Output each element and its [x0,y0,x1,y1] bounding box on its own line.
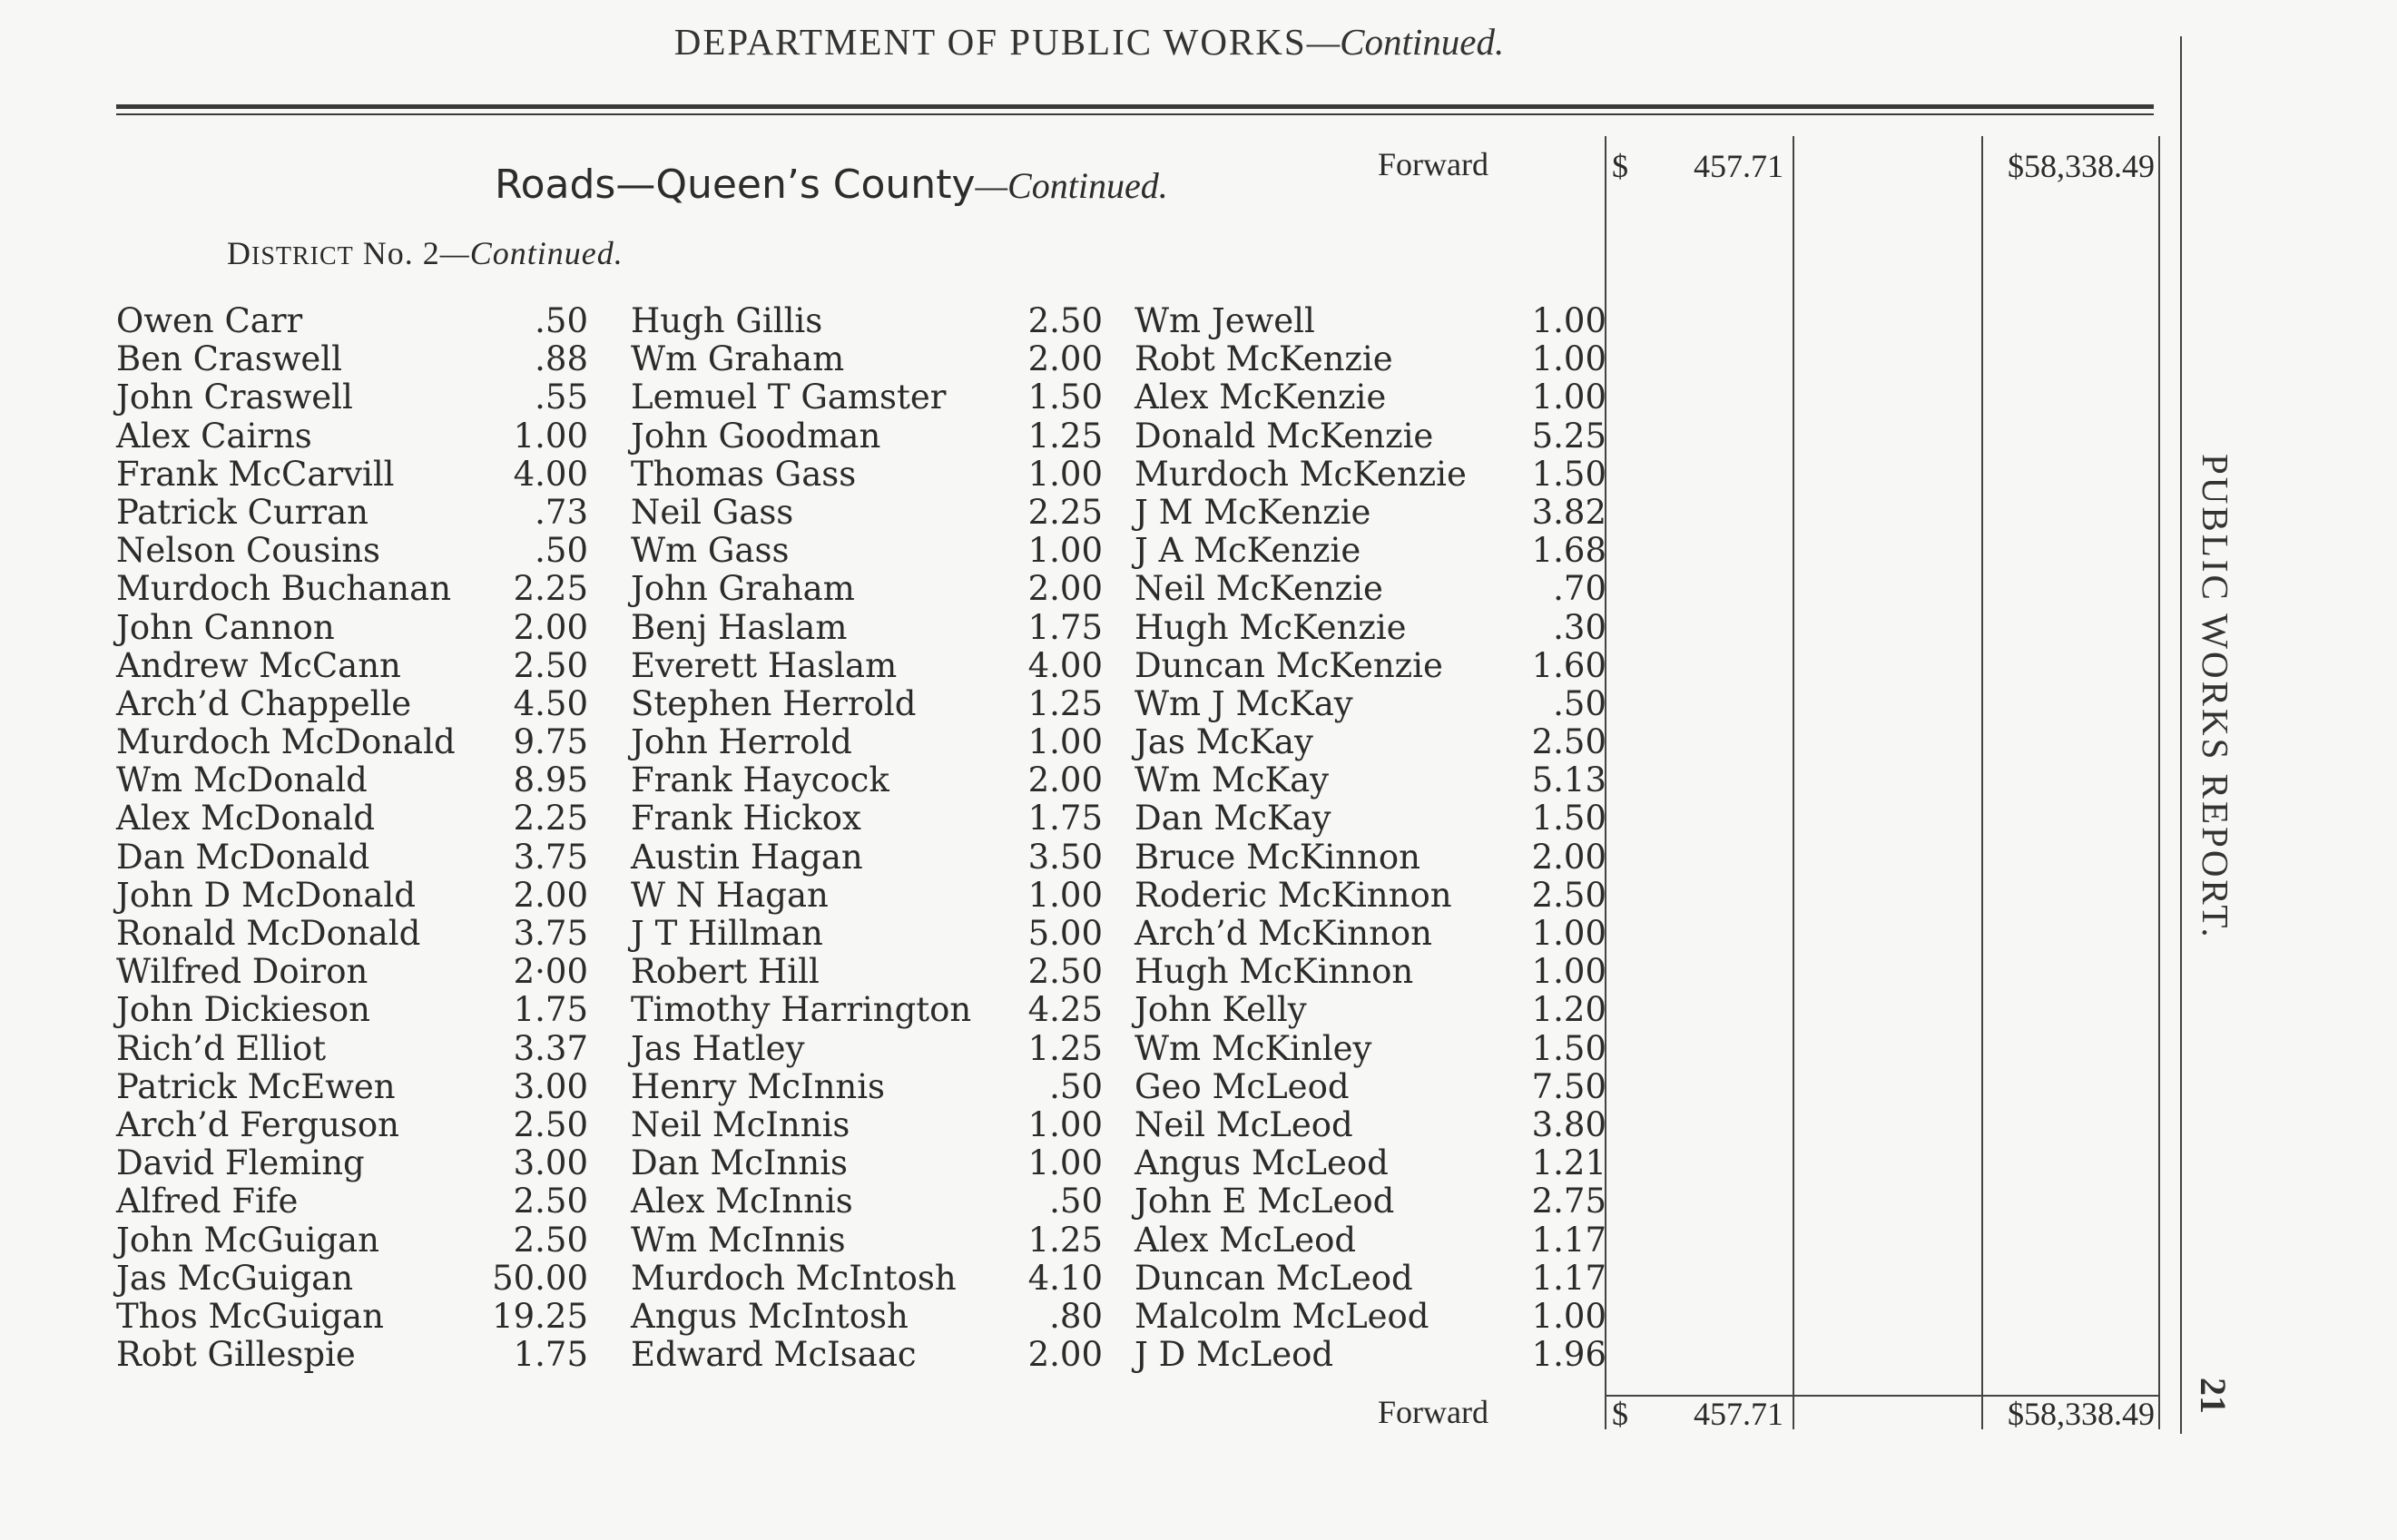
payee-amount: 2.50 [1027,952,1103,992]
payee-name: Timothy Harrington [631,990,972,1030]
payee-amount: 2.00 [513,607,588,647]
payee-amount: 3.80 [1531,1104,1606,1144]
payee-name: Stephen Herrold [631,683,917,723]
list-item [1135,570,1606,608]
payee-name: Wilfred Doiron [116,952,368,992]
payee-amount: 1.75 [513,1335,588,1375]
list-item [116,1336,588,1374]
list-item [116,723,588,761]
payee-name: Jas Hatley [631,1028,805,1068]
list-item [631,1144,1103,1182]
list-item [1135,761,1606,799]
payee-name: John D McDonald [116,875,416,915]
payee-amount: 3.50 [1027,837,1103,877]
district-label-first: D [227,235,251,271]
list-item [116,761,588,799]
list-item [1135,1068,1606,1106]
payee-name: J A McKenzie [1135,531,1361,571]
list-item [1135,1182,1606,1221]
list-item [1135,378,1606,417]
list-item [1135,494,1606,532]
list-item [116,340,588,378]
list-item [1135,1106,1606,1144]
forward-bottom-amount: 457.71 [1694,1396,1783,1432]
payee-amount: 2.00 [1027,339,1103,379]
payee-amount: 2.50 [513,1104,588,1144]
payee-name: John Dickieson [116,990,370,1030]
payee-amount: .80 [1049,1296,1103,1336]
payee-name: Geo McLeod [1135,1066,1350,1106]
payee-amount: 3.75 [513,837,588,877]
payee-amount: 50.00 [492,1258,588,1298]
payee-amount: 1.50 [1531,799,1606,839]
payee-amount: 1.25 [1027,1028,1103,1068]
list-item [631,1106,1103,1144]
payee-amount: 2.50 [1531,875,1606,915]
list-item [631,1030,1103,1068]
payee-amount: 1.68 [1531,531,1606,571]
payee-amount: .88 [535,339,588,379]
list-item [1135,456,1606,494]
payee-name: Alex McKenzie [1135,378,1387,417]
payee-name: John Cannon [116,607,335,647]
payee-amount: 1.75 [1027,607,1103,647]
payee-amount: 1.17 [1531,1220,1606,1260]
payee-amount: 1.21 [1531,1143,1606,1183]
payee-name: Dan McInnis [631,1143,849,1183]
payee-amount: 1.00 [1027,454,1103,494]
list-item [631,915,1103,953]
page-edge-rule [2180,36,2182,1434]
payee-amount: 1.75 [1027,799,1103,839]
payee-name: Patrick McEwen [116,1066,396,1106]
list-item [1135,685,1606,723]
payee-amount: 2.25 [1027,492,1103,532]
payee-name: Robt Gillespie [116,1335,356,1375]
payee-name: Neil McInnis [631,1104,850,1144]
payee-name: Robert Hill [631,952,820,992]
payee-amount: .55 [535,378,588,417]
payee-name: Wm Jewell [1135,301,1315,340]
list-item [1135,1336,1606,1374]
list-item [631,609,1103,647]
list-item [631,1221,1103,1260]
list-item [631,570,1103,608]
payee-amount: 7.50 [1531,1066,1606,1106]
payee-name: Duncan McKenzie [1135,645,1443,685]
payee-name: Ben Craswell [116,339,342,379]
list-item [1135,1260,1606,1298]
list-item [1135,1030,1606,1068]
payee-amount: .50 [535,531,588,571]
payee-name: Owen Carr [116,301,303,340]
total-column-rule-right [2158,136,2160,1429]
list-item [116,1106,588,1144]
payee-name: John Craswell [116,378,353,417]
list-item [631,532,1103,570]
amount-column-rule-mid [1793,136,1794,1429]
payee-amount: .50 [1049,1066,1103,1106]
payee-amount: 4.00 [513,454,588,494]
payee-name: John Kelly [1135,990,1307,1030]
district-label-rest: ISTRICT [251,242,354,270]
list-item [1135,915,1606,953]
payee-amount: 2.00 [1027,569,1103,609]
name-column-3 [1135,302,1606,1374]
list-item [631,761,1103,799]
list-item [1135,877,1606,915]
list-item [116,685,588,723]
payee-amount: 1.60 [1531,645,1606,685]
list-item [116,1030,588,1068]
list-item [116,839,588,877]
payee-name: Neil Gass [631,492,794,532]
payee-name: Thomas Gass [631,454,857,494]
payee-amount: 1.50 [1531,454,1606,494]
list-item [116,1068,588,1106]
payee-amount: 4.25 [1027,990,1103,1030]
payee-name: John Herrold [631,722,852,762]
payee-amount: 19.25 [492,1296,588,1336]
payee-name: Lemuel T Gamster [631,378,947,417]
payee-amount: .70 [1553,569,1606,609]
list-item [1135,417,1606,456]
header-title: DEPARTMENT OF PUBLIC WORKS [673,21,1307,63]
payee-name: Dan McDonald [116,837,370,877]
list-item [631,1068,1103,1106]
list-item [116,915,588,953]
side-running-title: PUBLIC WORKS REPORT. [2195,454,2236,940]
list-item [1135,1298,1606,1336]
payee-name: Hugh Gillis [631,301,823,340]
payee-amount: 1.50 [1027,378,1103,417]
payee-amount: 2·00 [513,952,588,992]
payee-name: Murdoch McIntosh [631,1258,957,1298]
payee-name: Roderic McKinnon [1135,875,1452,915]
list-item [116,991,588,1029]
payee-amount: 1.25 [1027,416,1103,456]
header-rule-thin [116,113,2154,115]
list-item [631,494,1103,532]
payee-amount: 2.25 [513,569,588,609]
payee-name: Neil McLeod [1135,1104,1353,1144]
payee-name: John E McLeod [1135,1182,1395,1221]
list-item [116,647,588,685]
forward-top-label: Forward [1378,146,1488,182]
forward-bottom-dollar: $ [1612,1396,1628,1432]
list-item [116,953,588,991]
payee-name: Nelson Cousins [116,531,381,571]
payee-name: Arch’d Ferguson [116,1104,400,1144]
payee-amount: 1.00 [1027,722,1103,762]
payee-name: Alex McDonald [116,799,376,839]
list-item [631,685,1103,723]
payee-amount: 2.50 [513,1182,588,1221]
payee-amount: 1.96 [1531,1335,1606,1375]
payee-name: Wm McInnis [631,1220,846,1260]
payee-name: Frank Haycock [631,760,889,800]
list-item [116,1221,588,1260]
list-item [116,877,588,915]
header-continued: —Continued. [1306,21,1505,63]
payee-amount: 2.00 [513,875,588,915]
total-column-rule-left [1981,136,1983,1429]
payee-name: Malcolm McLeod [1135,1296,1429,1336]
payee-amount: 4.00 [1027,645,1103,685]
list-item [1135,609,1606,647]
list-item [631,1298,1103,1336]
list-item [116,456,588,494]
payee-name: W N Hagan [631,875,829,915]
list-item [1135,340,1606,378]
payee-name: Jas McGuigan [116,1258,354,1298]
payee-name: J M McKenzie [1135,492,1371,532]
payee-name: J D McLeod [1135,1335,1334,1375]
payee-amount: 1.25 [1027,683,1103,723]
payee-amount: 2.25 [513,799,588,839]
list-item [631,799,1103,838]
payee-amount: 2.75 [1531,1182,1606,1221]
payee-amount: 1.17 [1531,1258,1606,1298]
payee-name: Arch’d McKinnon [1135,914,1433,953]
payee-amount: 2.00 [1531,837,1606,877]
payee-amount: 1.00 [1531,339,1606,379]
payee-name: John Goodman [631,416,881,456]
payee-amount: 2.50 [1027,301,1103,340]
payee-amount: 1.00 [1531,378,1606,417]
list-item [631,991,1103,1029]
payee-name: Frank McCarvill [116,454,395,494]
payee-amount: .73 [535,492,588,532]
payee-amount: 3.00 [513,1066,588,1106]
list-item [116,378,588,417]
payee-name: Andrew McCann [116,645,401,685]
payee-amount: 5.00 [1027,914,1103,953]
payee-name: Alex Cairns [116,416,312,456]
payee-amount: 1.20 [1531,990,1606,1030]
header-rule-thick [116,104,2154,109]
payee-amount: 2.50 [1531,722,1606,762]
payee-amount: 1.75 [513,990,588,1030]
list-item [631,647,1103,685]
list-item [631,378,1103,417]
payee-name: Edward McIsaac [631,1335,917,1375]
payee-name: Wm Graham [631,339,845,379]
payee-amount: 1.00 [1531,1296,1606,1336]
payee-amount: 1.00 [1531,301,1606,340]
payee-amount: 1.00 [513,416,588,456]
payee-name: Frank Hickox [631,799,861,839]
list-item [116,1298,588,1336]
list-item [116,302,588,340]
payee-amount: 1.00 [1027,875,1103,915]
list-item [116,1144,588,1182]
payee-amount: 4.50 [513,683,588,723]
payee-name: Alex McLeod [1135,1220,1357,1260]
list-item [1135,1221,1606,1260]
list-item [1135,647,1606,685]
payee-name: Dan McKay [1135,799,1331,839]
payee-amount: 1.00 [1027,1104,1103,1144]
payee-amount: 3.82 [1531,492,1606,532]
list-item [1135,532,1606,570]
payee-amount: 3.37 [513,1028,588,1068]
payee-name: Wm J McKay [1135,683,1353,723]
payee-name: Murdoch McDonald [116,722,456,762]
payee-name: Everett Haslam [631,645,898,685]
payee-name: Thos McGuigan [116,1296,384,1336]
list-item [116,1260,588,1298]
payee-amount: 2.00 [1027,1335,1103,1375]
list-item [1135,991,1606,1029]
payee-amount: 2.00 [1027,760,1103,800]
list-item [116,1182,588,1221]
payee-name: Bruce McKinnon [1135,837,1420,877]
list-item [1135,799,1606,838]
payee-name: Angus McIntosh [631,1296,909,1336]
list-item [1135,302,1606,340]
payee-name: Murdoch McKenzie [1135,454,1467,494]
name-column-1 [116,302,588,1374]
payee-name: Wm McKinley [1135,1028,1372,1068]
payee-amount: 1.25 [1027,1220,1103,1260]
section-title-text: Roads—Queen’s County [495,162,976,208]
payee-name: Jas McKay [1135,722,1313,762]
list-item [631,1182,1103,1221]
district-continued: —Continued. [439,235,624,271]
payee-amount: 1.00 [1027,531,1103,571]
payee-amount: 2.50 [513,1220,588,1260]
list-item [631,456,1103,494]
payee-name: John McGuigan [116,1220,379,1260]
list-item [116,494,588,532]
payee-name: Arch’d Chappelle [116,683,412,723]
district-number: No. 2 [362,235,440,271]
payee-name: Wm McDonald [116,760,368,800]
payee-name: Duncan McLeod [1135,1258,1413,1298]
payee-amount: 9.75 [513,722,588,762]
payee-amount: .50 [1049,1182,1103,1221]
payee-amount: .50 [1553,683,1606,723]
payee-name: Austin Hagan [631,837,863,877]
payee-name: John Graham [631,569,855,609]
forward-bottom-label: Forward [1378,1394,1488,1430]
payee-name: Donald McKenzie [1135,416,1434,456]
section-continued: —Continued. [975,165,1168,206]
payee-amount: 5.13 [1531,760,1606,800]
list-item [1135,953,1606,991]
list-item [631,877,1103,915]
payee-name: Angus McLeod [1135,1143,1389,1183]
list-item [116,570,588,608]
page-number: 21 [2193,1378,2234,1414]
list-item [116,609,588,647]
list-item [1135,839,1606,877]
payee-name: Neil McKenzie [1135,569,1383,609]
payee-name: Alfred Fife [116,1182,299,1221]
payee-amount: 1.00 [1027,1143,1103,1183]
payee-amount: 1.00 [1531,914,1606,953]
payee-name: Hugh McKenzie [1135,607,1407,647]
name-column-2 [631,302,1103,1374]
payee-amount: .30 [1553,607,1606,647]
list-item [631,340,1103,378]
list-item [1135,1144,1606,1182]
payee-name: Rich’d Elliot [116,1028,327,1068]
forward-top-dollar: $ [1612,148,1628,184]
list-item [631,953,1103,991]
payee-name: Benj Haslam [631,607,848,647]
page-header [0,20,2178,64]
payee-name: Alex McInnis [631,1182,853,1221]
list-item [631,1260,1103,1298]
list-item [631,417,1103,456]
forward-bottom-total: $58,338.49 [2008,1396,2155,1432]
district-label [227,234,624,272]
payee-name: Wm Gass [631,531,790,571]
payee-amount: 2.50 [513,645,588,685]
payee-amount: 1.50 [1531,1028,1606,1068]
payee-name: David Fleming [116,1143,365,1183]
list-item [116,417,588,456]
list-item [631,723,1103,761]
payee-amount: 8.95 [513,760,588,800]
payee-name: Henry McInnis [631,1066,886,1106]
list-item [631,1336,1103,1374]
payee-amount: 1.00 [1531,952,1606,992]
payee-amount: 3.00 [513,1143,588,1183]
payee-name: Hugh McKinnon [1135,952,1414,992]
payee-name: Robt McKenzie [1135,339,1393,379]
forward-top-amount: 457.71 [1694,148,1783,184]
list-item [116,799,588,838]
payee-amount: .50 [535,301,588,340]
list-item [1135,723,1606,761]
list-item [631,839,1103,877]
payee-amount: 3.75 [513,914,588,953]
forward-top-total: $58,338.49 [2008,148,2155,184]
section-title [495,162,1168,208]
payee-name: Wm McKay [1135,760,1330,800]
payee-amount: 4.10 [1027,1258,1103,1298]
list-item [116,532,588,570]
payee-amount: 5.25 [1531,416,1606,456]
payee-name: J T Hillman [631,914,823,953]
payee-name: Ronald McDonald [116,914,421,953]
payee-name: Murdoch Buchanan [116,569,452,609]
payee-name: Patrick Curran [116,492,368,532]
list-item [631,302,1103,340]
